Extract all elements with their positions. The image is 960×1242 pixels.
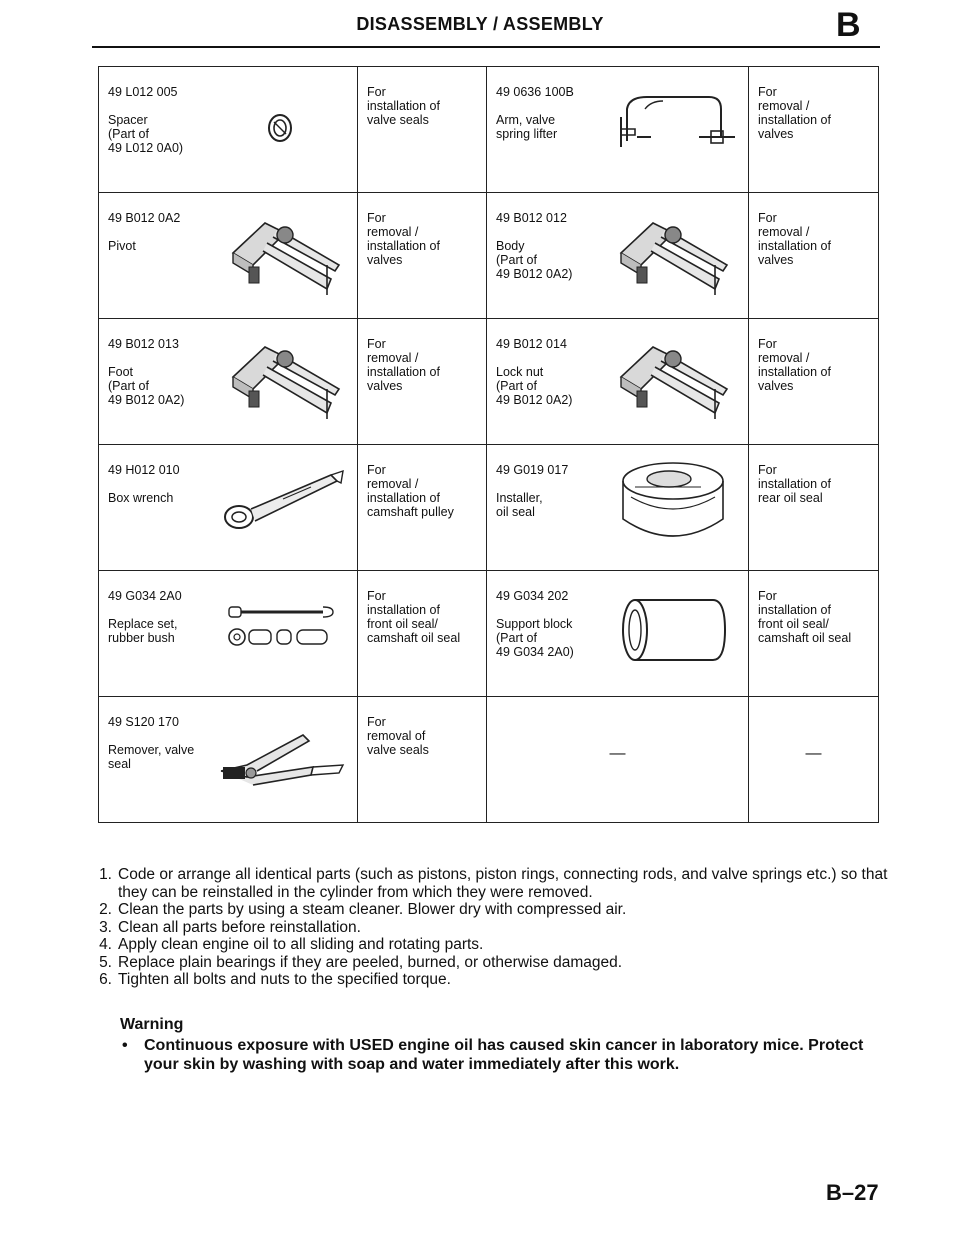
tool-use-cell — [358, 67, 487, 193]
bullet-icon: • — [122, 1037, 128, 1054]
part-number: 49 B012 013 — [108, 337, 179, 351]
tool-cell — [99, 571, 358, 697]
warning-body: Continuous exposure with USED engine oil has caused skin cancer in laboratory mice. Protect your skin by washing with soap and water immediately after this work. — [144, 1037, 864, 1073]
empty-tool-cell — [487, 697, 749, 823]
tool-use: For removal of valve seals — [367, 715, 429, 757]
tool-use-cell — [358, 697, 487, 823]
tool-use: For removal / installation of valves — [758, 211, 831, 267]
tool-use-cell — [358, 571, 487, 697]
tool-use-cell — [358, 319, 487, 445]
tool-name: Lock nut (Part of 49 B012 0A2) — [496, 365, 573, 407]
special-tools-table — [98, 66, 879, 823]
replace-set-icon — [227, 599, 343, 649]
tool-use: For removal / installation of valves — [758, 337, 831, 393]
tool-use: For removal / installation of camshaft pulley — [367, 463, 454, 519]
part-number: 49 B012 012 — [496, 211, 567, 225]
tool-name: Body (Part of 49 B012 0A2) — [496, 239, 573, 281]
tool-name: Installer, oil seal — [496, 491, 543, 519]
empty-dash: — — [805, 745, 822, 762]
list-item: 2. Clean the parts by using a steam cleaner. Blower dry with compressed air. — [99, 901, 627, 918]
valve-seal-remover-pliers-icon — [217, 727, 349, 787]
list-item: 6. Tighten all bolts and nuts to the specified torque. — [99, 971, 451, 988]
tool-cell — [487, 571, 749, 697]
part-number: 49 B012 014 — [496, 337, 567, 351]
list-item: 5. Replace plain bearings if they are peeled, burned, or otherwise damaged. — [99, 953, 623, 971]
tool-use: For removal / installation of valves — [367, 211, 440, 267]
page-header-title: DISASSEMBLY / ASSEMBLY — [356, 14, 604, 34]
list-item: 1. Code or arrange all identical parts (such as pistons, piston rings, connecting rods, and valve springs etc.) so that they can be reinstalled in the cylinder from which they were removed. — [99, 866, 888, 901]
tool-cell — [99, 697, 358, 823]
part-number: 49 G019 017 — [496, 463, 569, 477]
part-number: 49 S120 170 — [108, 715, 179, 729]
procedure-notes — [88, 866, 888, 989]
header-rule — [92, 46, 880, 48]
tool-cell — [487, 445, 749, 571]
tool-cell — [99, 445, 358, 571]
tool-cell — [487, 193, 749, 319]
tool-name: Replace set, rubber bush — [108, 617, 178, 645]
part-number: 49 0636 100B — [496, 85, 574, 99]
tool-name: Box wrench — [108, 491, 174, 505]
tool-use: For installation of front oil seal/ camshaft oil seal — [758, 589, 852, 645]
table-row — [99, 571, 879, 697]
tool-use-cell — [749, 445, 879, 571]
valve-spring-compressor-icon — [227, 333, 345, 419]
tool-name: Remover, valve seal — [108, 743, 195, 771]
table-row — [99, 697, 879, 823]
spacer-icon — [267, 113, 293, 143]
section-letter: B — [836, 6, 861, 44]
tool-use: For removal / installation of valves — [758, 85, 831, 141]
tool-use-cell — [749, 193, 879, 319]
tool-cell — [487, 319, 749, 445]
support-block-icon — [619, 595, 729, 665]
tool-use: For installation of rear oil seal — [758, 463, 831, 505]
valve-spring-compressor-icon — [615, 333, 733, 419]
part-number: 49 L012 005 — [108, 85, 178, 99]
warning-text — [120, 1036, 890, 1074]
tool-use-cell — [749, 319, 879, 445]
table-row — [99, 193, 879, 319]
tool-use: For removal / installation of valves — [367, 337, 440, 393]
tool-name: Spacer (Part of 49 L012 0A0) — [108, 113, 184, 155]
part-number: 49 G034 202 — [496, 589, 569, 603]
box-wrench-icon — [223, 469, 347, 535]
tool-name: Arm, valve spring lifter — [496, 113, 558, 141]
empty-use-cell — [749, 697, 879, 823]
table-row — [99, 67, 879, 193]
list-item: 4. Apply clean engine oil to all sliding and rotating parts. — [99, 936, 484, 953]
page-number: B–27 — [826, 1180, 879, 1205]
valve-spring-lifter-arm-icon — [617, 89, 735, 151]
part-number: 49 B012 0A2 — [108, 211, 181, 225]
tool-use-cell — [749, 67, 879, 193]
tool-use-cell — [358, 445, 487, 571]
tool-use-cell — [749, 571, 879, 697]
tool-name: Foot (Part of 49 B012 0A2) — [108, 365, 185, 407]
valve-spring-compressor-icon — [227, 209, 345, 295]
valve-spring-compressor-icon — [615, 209, 733, 295]
tool-use: For installation of front oil seal/ camshaft oil seal — [367, 589, 461, 645]
part-number: 49 H012 010 — [108, 463, 180, 477]
tool-use: For installation of valve seals — [367, 85, 440, 127]
tool-cell — [99, 67, 358, 193]
empty-dash: — — [609, 745, 626, 762]
tool-use-cell — [358, 193, 487, 319]
oil-seal-installer-icon — [617, 457, 729, 547]
table-row — [99, 319, 879, 445]
list-item: 3. Clean all parts before reinstallation. — [99, 918, 361, 936]
table-row — [99, 445, 879, 571]
warning-title: Warning — [120, 1016, 184, 1033]
tool-cell — [487, 67, 749, 193]
tool-name: Pivot — [108, 239, 136, 253]
tool-cell — [99, 319, 358, 445]
tool-name: Support block (Part of 49 G034 2A0) — [496, 617, 574, 659]
part-number: 49 G034 2A0 — [108, 589, 182, 603]
tool-cell — [99, 193, 358, 319]
